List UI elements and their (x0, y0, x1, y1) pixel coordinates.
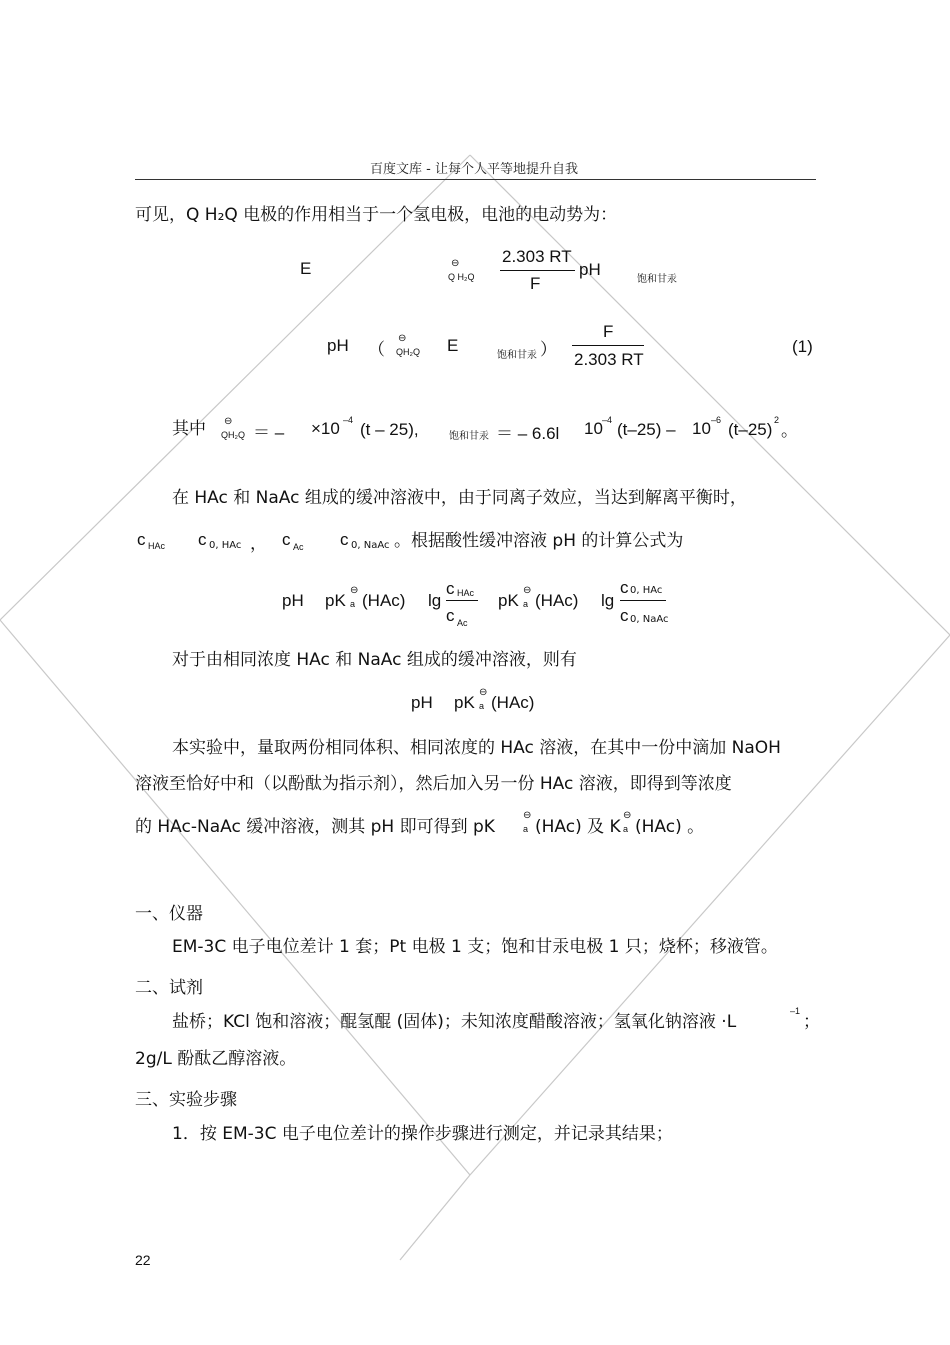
eq3-n2-sub: 0, HAc (630, 585, 663, 596)
eq3-d1-sub: Ac (457, 618, 468, 628)
eq1-denominator: F (530, 274, 541, 293)
where-qh2q: QH₂Q (221, 430, 245, 440)
conc-tail: 。根据酸性缓冲溶液 pH 的计算公式为 (394, 531, 684, 551)
section-1-body: EM-3C 电子电位差计 1 套；Pt 电极 1 支；饱和甘汞电极 1 只；烧杯；移液管。 (172, 937, 778, 957)
where-prefix: 其中 (172, 419, 206, 439)
eq1-fraction-bar (500, 270, 575, 271)
p3-theta-2: ⊖ (623, 810, 632, 821)
section-2-title: 二、试剂 (135, 978, 203, 998)
eq3-a2: a (523, 599, 529, 609)
conc-c4: c (340, 530, 349, 549)
eq3-fraction-bar-2 (620, 600, 666, 601)
eq4-ph: pH (411, 693, 433, 712)
paragraph-3-line-1: 本实验中，量取两份相同体积、相同浓度的 HAc 溶液，在其中一份中滴加 NaOH (172, 738, 781, 758)
eq3-d1: c (446, 606, 455, 625)
eq3-hac2: (HAc) (535, 591, 579, 610)
where-e4: 2 (774, 415, 780, 425)
where-eq: ＝ – (253, 423, 285, 442)
paragraph-3-line-2: 溶液至恰好中和（以酚酞为指示剂），然后加入另一份 HAc 溶液，即得到等浓度 (135, 774, 732, 794)
eq2-rparen: ） (540, 340, 557, 359)
where-theta: ⊖ (224, 416, 233, 427)
s2-body: 盐桥；KCl 饱和溶液；醌氢醌 (固体)；未知浓度醋酸溶液；氢氧化钠溶液 ·L (172, 1012, 737, 1032)
eq3-n1: c (446, 579, 455, 598)
p3-l3c: (HAc) 。 (635, 817, 705, 837)
eq2-label: (1) (792, 337, 813, 356)
paragraph-1: 在 HAc 和 NaAc 组成的缓冲溶液中，由于同离子效应，当达到解离平衡时， (172, 488, 747, 508)
eq3-lg2: lg (601, 591, 615, 610)
where-t2: (t–25) – (617, 420, 676, 439)
where-eq2: ＝ – 6.6l (496, 424, 560, 443)
header-rule (135, 179, 816, 180)
eq2-calomel: 饱和甘汞 (497, 350, 537, 361)
conc-c1: c (137, 530, 146, 549)
conc-c2: c (198, 530, 207, 549)
where-e1: –4 (343, 415, 354, 425)
section-3-title: 三、实验步骤 (135, 1090, 237, 1110)
page-header: 百度文库 - 让每个人平等地提升自我 (370, 162, 578, 177)
where-end: 。 (781, 421, 798, 441)
eq4-a: a (479, 701, 485, 711)
conc-comma: ， (250, 534, 267, 554)
eq3-fraction-bar-1 (446, 600, 478, 601)
p3-l3b: (HAc) 及 K (535, 817, 621, 837)
eq3-lg: lg (428, 591, 442, 610)
conc-c3: c (282, 530, 291, 549)
eq3-d2-sub: 0, NaAc (630, 614, 669, 625)
eq3-theta: ⊖ (350, 585, 359, 596)
eq1-numerator: 2.303 RT (502, 247, 572, 266)
conc-c4-sub: 0, NaAc (351, 540, 390, 551)
eq3-theta2: ⊖ (523, 585, 532, 596)
where-t3: (t–25) (728, 420, 773, 439)
eq3-n2: c (620, 578, 629, 597)
eq3-hac: (HAc) (362, 591, 406, 610)
eq3-d2: c (620, 606, 629, 625)
eq1-ph: pH (579, 260, 601, 279)
eq1-theta: ⊖ (451, 258, 460, 269)
eq2-numerator: F (603, 322, 614, 341)
p3-a-1: a (523, 824, 529, 834)
s2-tail: ； (803, 1012, 820, 1032)
where-x3: 10 (692, 419, 711, 438)
eq2-theta: ⊖ (398, 333, 407, 344)
eq1-calomel: 饱和甘汞 (637, 274, 677, 285)
eq2-lparen: （ (368, 340, 385, 359)
section-3-step-1: 1．按 EM-3C 电子电位差计的操作步骤进行测定，并记录其结果； (172, 1124, 673, 1144)
p3-a-2: a (623, 824, 629, 834)
where-e2: –4 (602, 415, 613, 425)
eq2-qh2q: QH₂Q (396, 347, 420, 357)
eq4-theta: ⊖ (479, 687, 488, 698)
eq4-pk: pK (454, 693, 475, 712)
conc-c1-sub: HAc (148, 541, 166, 551)
eq1-E: E (300, 259, 312, 278)
where-calomel: 饱和甘汞 (449, 431, 489, 442)
eq3-pk: pK (325, 591, 346, 610)
s2-exp: –1 (790, 1006, 801, 1016)
section-2-body-2: 2g/L 酚酞乙醇溶液。 (135, 1049, 297, 1069)
eq2-denominator: 2.303 RT (574, 350, 644, 369)
eq3-a: a (350, 599, 356, 609)
page-number: 22 (135, 1252, 151, 1268)
section-1-title: 一、仪器 (135, 904, 203, 924)
eq3-pk2: pK (498, 591, 519, 610)
eq2-ph: pH (327, 336, 349, 355)
where-x2: 10 (584, 419, 603, 438)
eq3-n1-sub: HAc (457, 588, 475, 598)
conc-c2-sub: 0, HAc (209, 540, 242, 551)
p3-theta-1: ⊖ (523, 810, 532, 821)
paragraph-2: 对于由相同浓度 HAc 和 NaAc 组成的缓冲溶液，则有 (172, 650, 577, 670)
eq3-ph: pH (282, 591, 304, 610)
eq2-E: E (447, 336, 459, 355)
p3-l3a: 的 HAc-NaAc 缓冲溶液，测其 pH 即可得到 pK (135, 817, 495, 837)
intro-line: 可见，Q H₂Q 电极的作用相当于一个氢电极，电池的电动势为： (135, 205, 618, 225)
conc-c3-sub: Ac (293, 542, 304, 552)
eq1-qh2q: Q H₂Q (448, 272, 475, 282)
eq2-fraction-bar (572, 345, 644, 346)
where-e3: –6 (711, 415, 722, 425)
where-x1: ×10 (311, 419, 340, 438)
where-t1: (t – 25), (360, 420, 419, 439)
eq4-hac: (HAc) (491, 693, 535, 712)
